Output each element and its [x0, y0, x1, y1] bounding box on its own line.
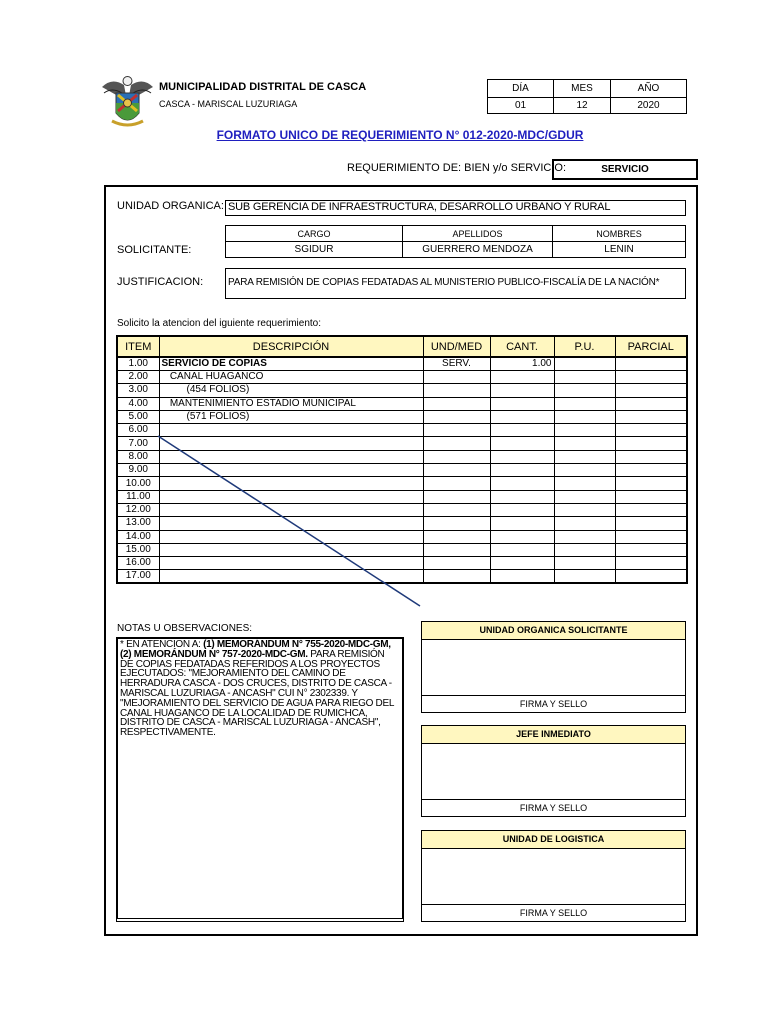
signature-title: UNIDAD ORGANICA SOLICITANTE: [422, 622, 685, 640]
signature-title: JEFE INMEDIATO: [422, 726, 685, 744]
req-type-value: SERVICIO: [552, 159, 698, 180]
th-und-med: UND/MED: [423, 336, 490, 357]
signature-title: UNIDAD DE LOGISTICA: [422, 831, 685, 849]
cell-description: (454 FOLIOS): [159, 384, 423, 397]
apellidos-label: APELLIDOS: [402, 225, 553, 242]
cell-item: 16.00: [117, 557, 159, 570]
th-descripcion: DESCRIPCIÓN: [159, 336, 423, 357]
nombres-value: LENIN: [552, 241, 686, 258]
date-label-month: MES: [553, 79, 611, 98]
cell-item: 17.00: [117, 570, 159, 584]
signature-box-solicitante: [421, 621, 686, 713]
cell-item: 14.00: [117, 530, 159, 543]
cell-item: 9.00: [117, 464, 159, 477]
cell-item: 3.00: [117, 384, 159, 397]
notes-memos: (1) MEMORÁNDUM N° 755-2020-MDC-GM, (2) MEMORÁNDUM N° 757-2020-MDC-GM.: [120, 639, 391, 660]
notes-body: PARA REMISIÓN DE COPIAS FEDATADAS REFERIDOS A LOS PROYECTOS EJECUTADOS: "MEJORAMIENTO DEL CAMINO DE HERRADURA CASCA - DOS CRUCES, DISTRITO DE CASCA - MARISCAL LUZURIAGA - ANCASH" CUI N° 2302339. Y "MEJORAMIENTO DEL SERVICIO DE AGUA PARA RIEGO DEL CANAL HUAGANCO DE LA LOCALIDAD DE RUMICHCA, DISTRITO DE CASCA - MARISCAL LUZURIAGA - ANCASH", RESPECTIVAMENTE.: [120, 648, 394, 739]
signature-box-logistica: [421, 830, 686, 922]
cell-item: 15.00: [117, 543, 159, 556]
cell-description: MANTENIMIENTO ESTADIO MUNICIPAL: [159, 397, 423, 410]
date-value-day: 01: [487, 97, 554, 114]
th-cant: CANT.: [490, 336, 554, 357]
date-value-month: 12: [553, 97, 611, 114]
signature-box-jefe: [421, 725, 686, 817]
justificacion-label: JUSTIFICACION:: [117, 276, 204, 288]
nombres-label: NOMBRES: [552, 225, 686, 242]
org-subtitle: CASCA - MARISCAL LUZURIAGA: [159, 99, 298, 109]
cell-item: 10.00: [117, 477, 159, 490]
cell-cant: 1.00: [490, 357, 554, 371]
cell-item: 1.00: [117, 357, 159, 371]
date-value-year: 2020: [610, 97, 687, 114]
apellidos-value: GUERRERO MENDOZA: [402, 241, 553, 258]
cell-item: 6.00: [117, 424, 159, 437]
th-pu: P.U.: [554, 336, 615, 357]
justificacion-value: PARA REMISIÓN DE COPIAS FEDATADAS AL MUNISTERIO PUBLICO-FISCALÍA DE LA NACIÓN*: [225, 268, 686, 299]
cell-item: 2.00: [117, 371, 159, 384]
cell-item: 12.00: [117, 503, 159, 516]
cargo-label: CARGO: [225, 225, 403, 242]
date-label-year: AÑO: [610, 79, 687, 98]
cell-item: 13.00: [117, 517, 159, 530]
cell-item: 7.00: [117, 437, 159, 450]
cell-description: CANAL HUAGANCO: [159, 371, 423, 384]
cell-item: 11.00: [117, 490, 159, 503]
solicitante-label: SOLICITANTE:: [117, 244, 192, 256]
th-parcial: PARCIAL: [615, 336, 687, 357]
cell-description: (571 FOLIOS): [159, 410, 423, 423]
signature-footer: FIRMA Y SELLO: [422, 799, 685, 816]
cell-description: SERVICIO DE COPIAS: [159, 357, 423, 371]
signature-footer: FIRMA Y SELLO: [422, 695, 685, 712]
notes-label: NOTAS U OBSERVACIONES:: [117, 623, 253, 634]
cell-item: 8.00: [117, 450, 159, 463]
th-item: ITEM: [117, 336, 159, 357]
cell-item: 5.00: [117, 410, 159, 423]
cell-und-med: SERV.: [423, 357, 490, 371]
notes-intro: * EN ATENCION A:: [120, 639, 204, 650]
cargo-value: SGIDUR: [225, 241, 403, 258]
req-type-label: REQUERIMIENTO DE: BIEN y/o SERVICIO:: [347, 162, 567, 174]
notes-box: [116, 637, 404, 922]
unidad-label: UNIDAD ORGANICA:: [117, 200, 224, 212]
signature-footer: FIRMA Y SELLO: [422, 904, 685, 921]
org-name: MUNICIPALIDAD DISTRITAL DE CASCA: [159, 81, 367, 93]
cell-item: 4.00: [117, 397, 159, 410]
date-label-day: DÍA: [487, 79, 554, 98]
page-title: FORMATO UNICO DE REQUERIMIENTO N° 012-2020-MDC/GDUR: [216, 128, 584, 142]
unidad-value: SUB GERENCIA DE INFRAESTRUCTURA, DESARROLLO URBANO Y RURAL: [225, 200, 686, 216]
solicito-text: Solicito la atencion del iguiente requerimiento:: [117, 318, 322, 329]
